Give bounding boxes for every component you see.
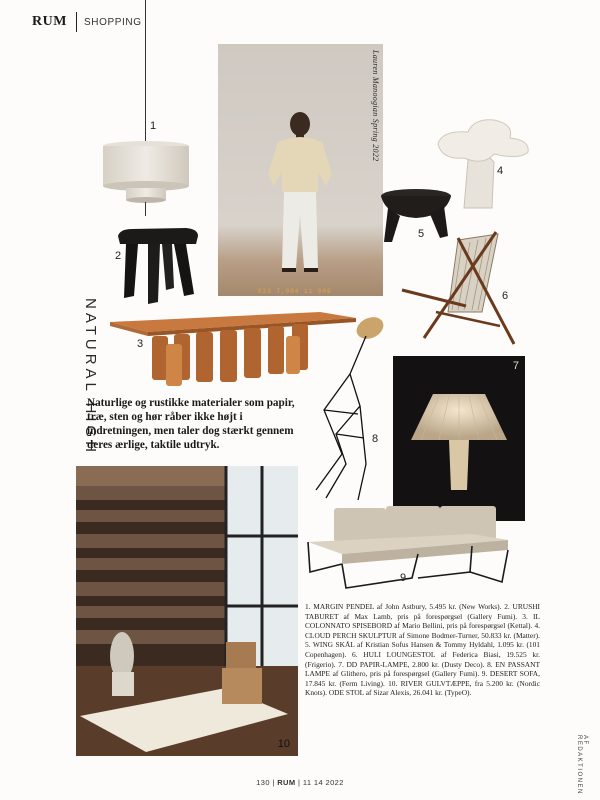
footer-divider: | — [297, 778, 303, 787]
dd-paper-lamp-image — [393, 356, 525, 521]
product-number-3: 3 — [137, 338, 144, 350]
pendant-cord — [145, 0, 146, 148]
product-number-8: 8 — [372, 433, 379, 445]
article-intro: Naturlige og rustikke materialer som papir, træ, sten og hør råber ikke højt i indretningen, men taler dog stærkt gennem deres ærlige, taktile udtryk. — [87, 397, 295, 451]
product-number-5: 5 — [418, 228, 425, 240]
paper-lamp-photo — [393, 356, 525, 521]
page-footer — [0, 778, 600, 787]
product-number-4: 4 — [497, 165, 504, 177]
product-number-6: 6 — [502, 290, 509, 302]
fashion-photo — [218, 44, 383, 296]
urushi-stool-image — [114, 226, 200, 306]
product-number-10: 10 — [277, 738, 290, 750]
photo-caption: Lauren Manoogian Spring 2022 — [371, 50, 380, 162]
header-divider — [76, 12, 77, 32]
huli-lounge-chair-image — [396, 226, 518, 348]
product-number-9: 9 — [400, 572, 407, 584]
article-headline: NATURAL HIGH — [82, 298, 99, 457]
magazine-name: RUM — [32, 14, 67, 29]
footer-issue: 11 14 2022 — [302, 778, 344, 787]
footer-magazine: RUM — [277, 778, 296, 787]
film-marks: 023 7,004 11 009 — [258, 288, 332, 295]
product-number-2: 2 — [115, 250, 122, 262]
product-credits: 1. MARGIN PENDEL af John Astbury, 5.495 kr. (New Works). 2. URUSHI TABURET af Max Lamb, pris på forespørgsel (Gallery Fumi). 3. IL COLONNATO SPISEBORD af Mario Bellini, pris på forespørgsel (Kettal). 4. CLOUD PERCH SKULPTUR af Simone Bodmer-Turner, 50.833 kr. (Matter). 5. WING SKÅL af Kristian Sofus Hansen & Tommy Hyldahl, 1.095 kr. (101 Copenhagen). 6. HULI LOUNGESTOL af Federica Biasi, 19.525 kr. (Frigerio). 7. DD PAPIR-LAMPE, 2.800 kr. (Dusty Deco). 8. EN PASSANT LAMPE af Glithero, pris på forespørgsel (Gallery Fumi). 9. DESERT SOFA, 17.845 kr. (Ferm Living). 10. RIVER GULVTÆPPE, fra 5.200 kr. (Nordic Knots). ODE STOL af Sizar Alexis, 26.041 kr. (TypeO). — [305, 602, 540, 698]
section-name: SHOPPING — [84, 17, 142, 28]
page-number: 130 — [256, 778, 270, 787]
model-figure — [218, 44, 383, 296]
product-number-1: 1 — [150, 120, 157, 132]
interior-photo — [76, 466, 298, 756]
side-credit: AF REDAKTIONEN — [576, 735, 588, 795]
footer-divider: | — [272, 778, 278, 787]
interior-scene — [76, 466, 298, 756]
en-passant-lamp-image — [306, 314, 390, 504]
margin-pendant-image — [100, 140, 192, 208]
desert-sofa-image — [302, 502, 512, 594]
pendant-cord — [145, 202, 146, 216]
product-number-7: 7 — [512, 360, 519, 372]
